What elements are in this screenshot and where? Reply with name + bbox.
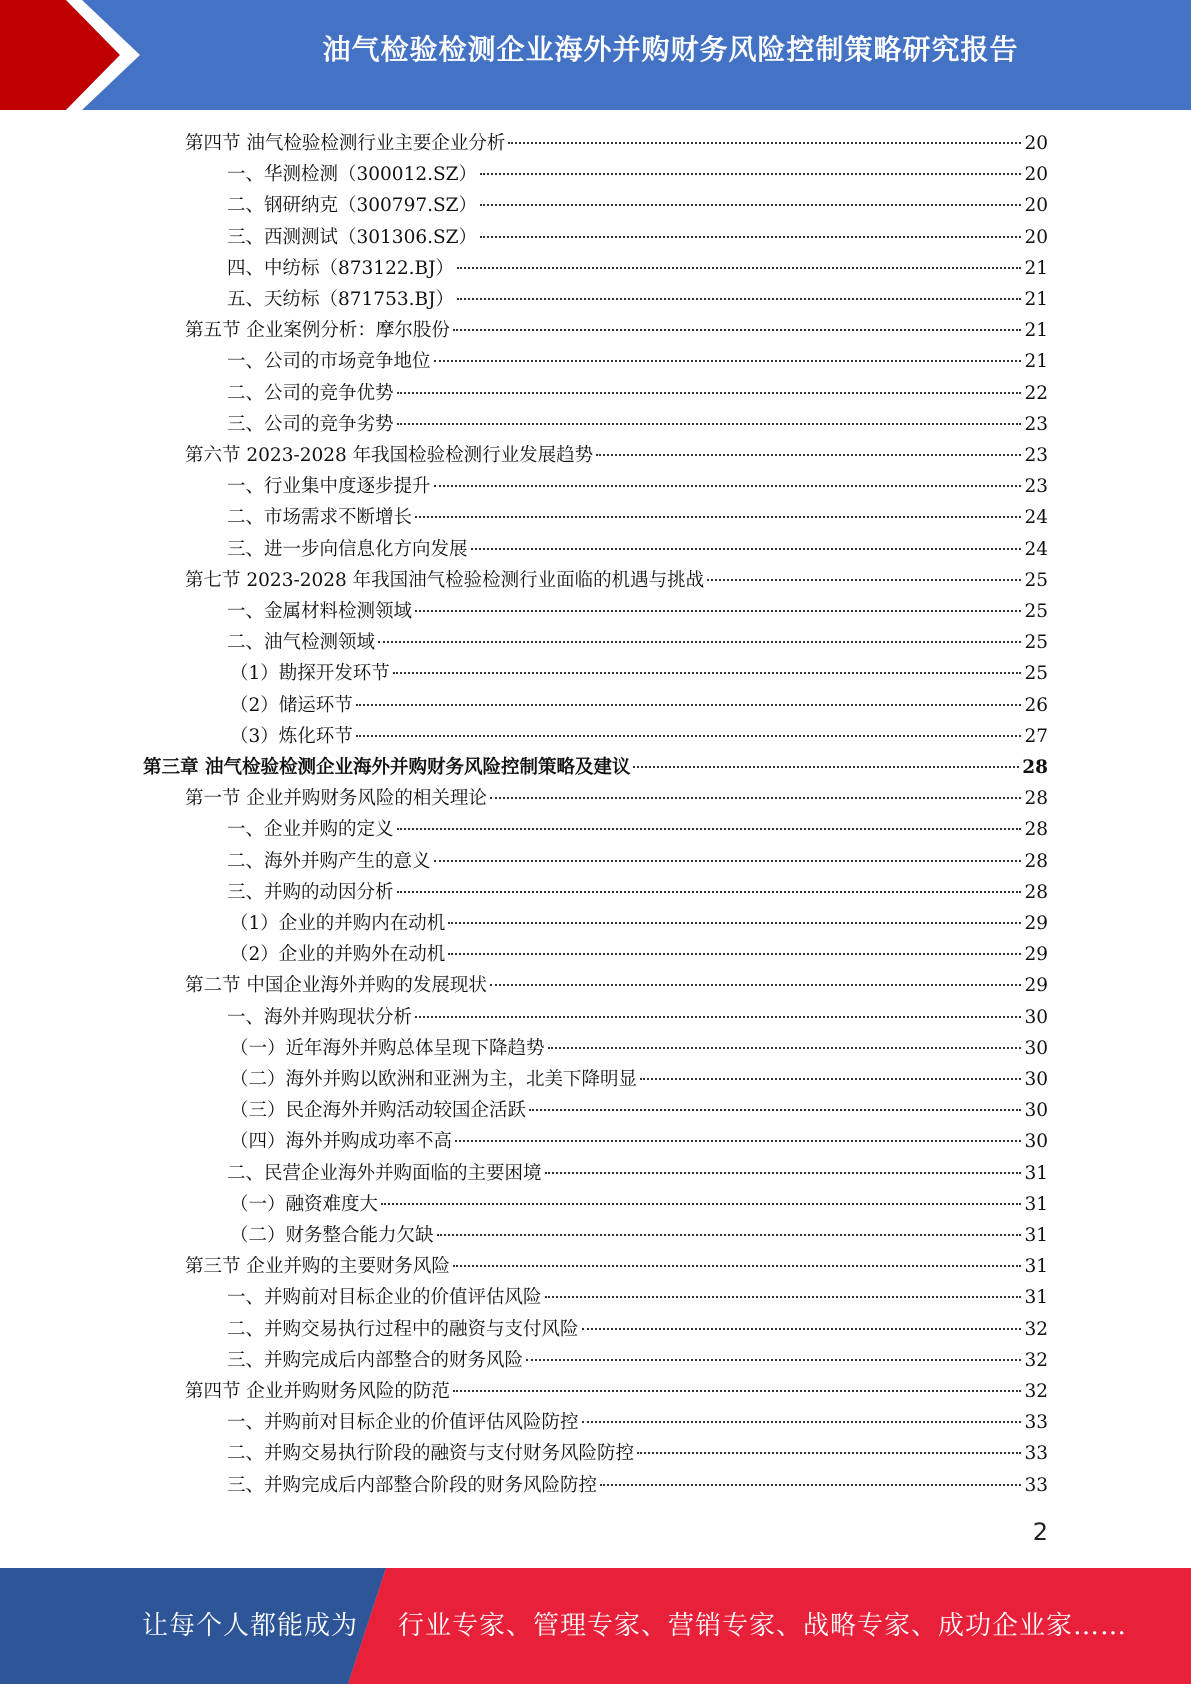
- toc-entry-page: 24: [1024, 507, 1048, 529]
- toc-entry-page: 32: [1024, 1318, 1048, 1340]
- toc-entry-label: 第七节 2023-2028 年我国油气检验检测行业面临的机遇与挑战: [185, 569, 705, 591]
- toc-entry-label: 一、公司的市场竞争地位: [227, 351, 431, 373]
- toc-entry-label: 第六节 2023-2028 年我国检验检测行业发展趋势: [185, 445, 594, 466]
- toc-entry-page: 31: [1024, 1287, 1048, 1309]
- toc-entry-label: 二、钢研纳克（300797.SZ）: [227, 195, 478, 217]
- toc-entry[interactable]: [227, 346, 1048, 377]
- toc-dot-leader: [437, 1234, 1022, 1236]
- page-footer: [0, 1568, 1191, 1684]
- toc-dot-leader: [397, 891, 1022, 893]
- toc-entry-page: 28: [1022, 757, 1048, 778]
- toc-dot-leader: [548, 1047, 1022, 1049]
- toc-entry-page: 23: [1024, 413, 1048, 435]
- toc-entry[interactable]: [227, 1158, 1048, 1189]
- toc-entry-label: 第三节 企业并购的主要财务风险: [185, 1256, 450, 1278]
- toc-entry-label: 二、并购交易执行阶段的融资与支付财务风险防控: [227, 1443, 635, 1465]
- toc-entry-label: 一、华测检测（300012.SZ）: [227, 164, 478, 186]
- toc-entry[interactable]: [230, 1095, 1048, 1126]
- toc-entry-page: 29: [1024, 944, 1048, 966]
- toc-entry-label: 第四节 企业并购财务风险的防范: [185, 1381, 450, 1402]
- toc-dot-leader: [508, 142, 1021, 144]
- toc-entry-page: 28: [1024, 788, 1048, 810]
- toc-entry[interactable]: [227, 1345, 1048, 1376]
- toc-dot-leader: [448, 922, 1021, 924]
- toc-dot-leader: [480, 173, 1021, 175]
- toc-entry[interactable]: [230, 1220, 1048, 1251]
- toc-entry-page: 28: [1024, 850, 1048, 872]
- toc-dot-leader: [356, 735, 1022, 737]
- toc-entry-page: 20: [1024, 133, 1048, 154]
- toc-dot-leader: [453, 1265, 1022, 1267]
- toc-entry[interactable]: [227, 596, 1048, 627]
- toc-entry-page: 32: [1024, 1349, 1048, 1371]
- toc-dot-leader: [434, 360, 1022, 362]
- toc-entry-page: 21: [1024, 289, 1048, 310]
- toc-dot-leader: [455, 1140, 1021, 1142]
- toc-dot-leader: [393, 672, 1022, 674]
- toc-entry[interactable]: [185, 783, 1048, 814]
- toc-entry-page: 21: [1024, 320, 1048, 342]
- toc-entry-page: 30: [1024, 1069, 1048, 1090]
- toc-entry-page: 30: [1024, 1131, 1048, 1153]
- toc-dot-leader: [397, 828, 1022, 830]
- toc-entry[interactable]: [185, 440, 1048, 471]
- toc-entry-label: （1）企业的并购内在动机: [230, 913, 446, 934]
- toc-chapter-entry[interactable]: [143, 752, 1048, 783]
- toc-entry-label: 第三章 油气检验检测企业海外并购财务风险控制策略及建议: [143, 757, 631, 778]
- toc-dot-leader: [415, 1016, 1021, 1018]
- toc-entry[interactable]: [227, 877, 1048, 908]
- toc-entry[interactable]: [227, 1282, 1048, 1313]
- toc-entry-page: 20: [1024, 226, 1048, 248]
- toc-entry-page: 30: [1024, 1037, 1048, 1059]
- toc-entry-page: 24: [1024, 538, 1048, 560]
- toc-dot-leader: [600, 1484, 1021, 1486]
- toc-entry-label: （一）融资难度大: [230, 1193, 379, 1215]
- toc-entry-label: 三、并购完成后内部整合阶段的财务风险防控: [227, 1474, 598, 1496]
- toc-entry[interactable]: [227, 378, 1048, 409]
- toc-dot-leader: [415, 516, 1021, 518]
- toc-entry-label: （四）海外并购成功率不高: [230, 1131, 453, 1153]
- toc-entry-label: 二、海外并购产生的意义: [227, 850, 431, 872]
- toc-entry[interactable]: [227, 284, 1048, 315]
- toc-dot-leader: [397, 392, 1022, 394]
- toc-entry-page: 25: [1024, 601, 1048, 622]
- toc-dot-leader: [356, 704, 1022, 706]
- toc-entry-page: 31: [1024, 1256, 1048, 1278]
- toc-entry-page: 31: [1024, 1162, 1048, 1184]
- header-arrow-decoration: [0, 0, 160, 110]
- toc-entry-page: 29: [1024, 975, 1048, 997]
- toc-entry[interactable]: [230, 658, 1048, 689]
- page-number: 2: [1032, 1518, 1048, 1546]
- toc-entry-page: 30: [1024, 1006, 1048, 1028]
- toc-entry[interactable]: [227, 814, 1048, 845]
- toc-entry[interactable]: [230, 1189, 1048, 1220]
- toc-entry[interactable]: [227, 502, 1048, 533]
- toc-entry-page: 25: [1024, 663, 1048, 685]
- toc-dot-leader: [434, 485, 1022, 487]
- toc-entry[interactable]: [185, 1376, 1048, 1407]
- toc-entry[interactable]: [230, 721, 1048, 752]
- toc-entry-label: （一）近年海外并购总体呈现下降趋势: [230, 1037, 545, 1059]
- toc-entry-label: （2）企业的并购外在动机: [230, 944, 446, 966]
- toc-dot-leader: [415, 610, 1021, 612]
- toc-dot-leader: [545, 1172, 1022, 1174]
- toc-entry-page: 26: [1024, 694, 1048, 716]
- toc-entry[interactable]: [230, 939, 1048, 970]
- toc-entry-label: 第五节 企业案例分析：摩尔股份: [185, 320, 450, 342]
- toc-entry[interactable]: [185, 565, 1048, 596]
- toc-dot-leader: [490, 984, 1022, 986]
- toc-dot-leader: [471, 548, 1022, 550]
- toc-entry[interactable]: [227, 1438, 1048, 1469]
- toc-entry[interactable]: [230, 1126, 1048, 1157]
- toc-entry-label: 二、公司的竞争优势: [227, 382, 394, 404]
- report-title: 油气检验检测企业海外并购财务风险控制策略研究报告: [322, 33, 1019, 66]
- toc-dot-leader: [526, 1359, 1021, 1361]
- footer-slogan-left: 让每个人都能成为: [142, 1611, 359, 1641]
- toc-entry[interactable]: [227, 190, 1048, 221]
- toc-entry-page: 31: [1024, 1225, 1048, 1246]
- toc-entry-label: 二、市场需求不断增长: [227, 507, 413, 529]
- toc-entry-label: 一、并购前对目标企业的价值评估风险: [227, 1287, 542, 1309]
- toc-entry-label: 一、金属材料检测领域: [227, 601, 413, 622]
- toc-entry-label: 第二节 中国企业海外并购的发展现状: [185, 975, 487, 997]
- toc-dot-leader: [397, 423, 1022, 425]
- toc-entry[interactable]: [230, 1064, 1048, 1095]
- toc-entry[interactable]: [227, 1470, 1048, 1501]
- toc-entry[interactable]: [227, 253, 1048, 284]
- toc-entry-label: 二、民营企业海外并购面临的主要困境: [227, 1162, 542, 1184]
- toc-entry[interactable]: [227, 159, 1048, 190]
- toc-entry-page: 28: [1024, 819, 1048, 841]
- toc-entry-label: 三、西测测试（301306.SZ）: [227, 226, 478, 248]
- toc-dot-leader: [480, 204, 1021, 206]
- toc-entry[interactable]: [227, 534, 1048, 565]
- toc-entry[interactable]: [185, 128, 1048, 159]
- toc-dot-leader: [596, 454, 1021, 456]
- toc-dot-leader: [490, 797, 1022, 799]
- toc-entry-label: 第四节 油气检验检测行业主要企业分析: [185, 133, 506, 154]
- toc-entry[interactable]: [230, 908, 1048, 939]
- toc-entry-page: 27: [1024, 725, 1048, 747]
- toc-entry-page: 25: [1024, 569, 1048, 591]
- toc-entry-page: 30: [1024, 1100, 1048, 1122]
- toc-dot-leader: [637, 1452, 1021, 1454]
- toc-entry-page: 20: [1024, 164, 1048, 186]
- toc-entry[interactable]: [227, 846, 1048, 877]
- toc-entry-page: 22: [1024, 382, 1048, 404]
- toc-entry-label: （二）海外并购以欧洲和亚洲为主，北美下降明显: [230, 1069, 638, 1090]
- toc-dot-leader: [378, 641, 1021, 643]
- toc-entry-page: 21: [1024, 257, 1048, 279]
- toc-dot-leader: [640, 1078, 1021, 1080]
- toc-entry-label: 一、企业并购的定义: [227, 819, 394, 841]
- toc-entry-page: 33: [1024, 1443, 1048, 1465]
- toc-entry[interactable]: [185, 315, 1048, 346]
- toc-dot-leader: [480, 236, 1021, 238]
- toc-dot-leader: [434, 860, 1022, 862]
- toc-entry[interactable]: [185, 970, 1048, 1001]
- toc-entry-label: （3）炼化环节: [230, 725, 353, 747]
- toc-entry-label: 四、中纺标（873122.BJ）: [227, 257, 455, 279]
- toc-entry-page: 23: [1024, 445, 1048, 466]
- toc-entry-page: 33: [1024, 1412, 1048, 1434]
- toc-dot-leader: [582, 1328, 1022, 1330]
- toc-entry[interactable]: [227, 222, 1048, 253]
- toc-entry[interactable]: [185, 1251, 1048, 1282]
- toc-entry[interactable]: [227, 1407, 1048, 1438]
- toc-entry-page: 20: [1024, 195, 1048, 217]
- toc-entry[interactable]: [227, 1002, 1048, 1033]
- toc-entry[interactable]: [227, 409, 1048, 440]
- toc-entry[interactable]: [227, 1314, 1048, 1345]
- toc-entry-label: 三、并购的动因分析: [227, 881, 394, 903]
- toc-entry-label: 三、并购完成后内部整合的财务风险: [227, 1349, 524, 1371]
- toc-entry-label: 三、进一步向信息化方向发展: [227, 538, 468, 560]
- toc-entry-label: （1）勘探开发环节: [230, 663, 390, 685]
- toc-dot-leader: [457, 267, 1021, 269]
- toc-entry-page: 33: [1024, 1474, 1048, 1496]
- toc-entry-label: 三、公司的竞争劣势: [227, 413, 394, 435]
- toc-entry[interactable]: [230, 1033, 1048, 1064]
- toc-dot-leader: [582, 1421, 1022, 1423]
- toc-entry[interactable]: [227, 471, 1048, 502]
- toc-entry[interactable]: [230, 690, 1048, 721]
- toc-entry-label: 二、并购交易执行过程中的融资与支付风险: [227, 1318, 579, 1340]
- toc-entry-page: 31: [1024, 1193, 1048, 1215]
- toc-entry-page: 28: [1024, 881, 1048, 903]
- toc-entry-label: （三）民企海外并购活动较国企活跃: [230, 1100, 527, 1122]
- toc-entry-page: 25: [1024, 632, 1048, 654]
- toc-dot-leader: [633, 766, 1019, 768]
- toc-entry-label: 一、行业集中度逐步提升: [227, 476, 431, 498]
- page-header: [0, 0, 1191, 110]
- toc-entry-label: 五、天纺标（871753.BJ）: [227, 289, 455, 310]
- toc-entry-label: 二、油气检测领域: [227, 632, 376, 654]
- toc-entry[interactable]: [227, 627, 1048, 658]
- toc-entry-page: 29: [1024, 913, 1048, 934]
- toc-entry-page: 23: [1024, 476, 1048, 498]
- toc-dot-leader: [381, 1203, 1021, 1205]
- toc-dot-leader: [529, 1109, 1021, 1111]
- toc-entry-label: （二）财务整合能力欠缺: [230, 1225, 434, 1246]
- toc-entry-label: 一、并购前对目标企业的价值评估风险防控: [227, 1412, 579, 1434]
- toc-dot-leader: [707, 579, 1021, 581]
- toc-dot-leader: [453, 329, 1022, 331]
- toc-dot-leader: [545, 1296, 1022, 1298]
- toc-entry-page: 32: [1024, 1381, 1048, 1402]
- toc-dot-leader: [448, 953, 1021, 955]
- footer-slogan-right: 行业专家、管理专家、营销专家、战略专家、成功企业家……: [398, 1611, 1128, 1641]
- toc-dot-leader: [457, 298, 1021, 300]
- toc-dot-leader: [453, 1390, 1022, 1392]
- toc-entry-label: 一、海外并购现状分析: [227, 1006, 413, 1028]
- toc-entry-page: 21: [1024, 351, 1048, 373]
- toc-entry-label: 第一节 企业并购财务风险的相关理论: [185, 788, 487, 810]
- toc-entry-label: （2）储运环节: [230, 694, 353, 716]
